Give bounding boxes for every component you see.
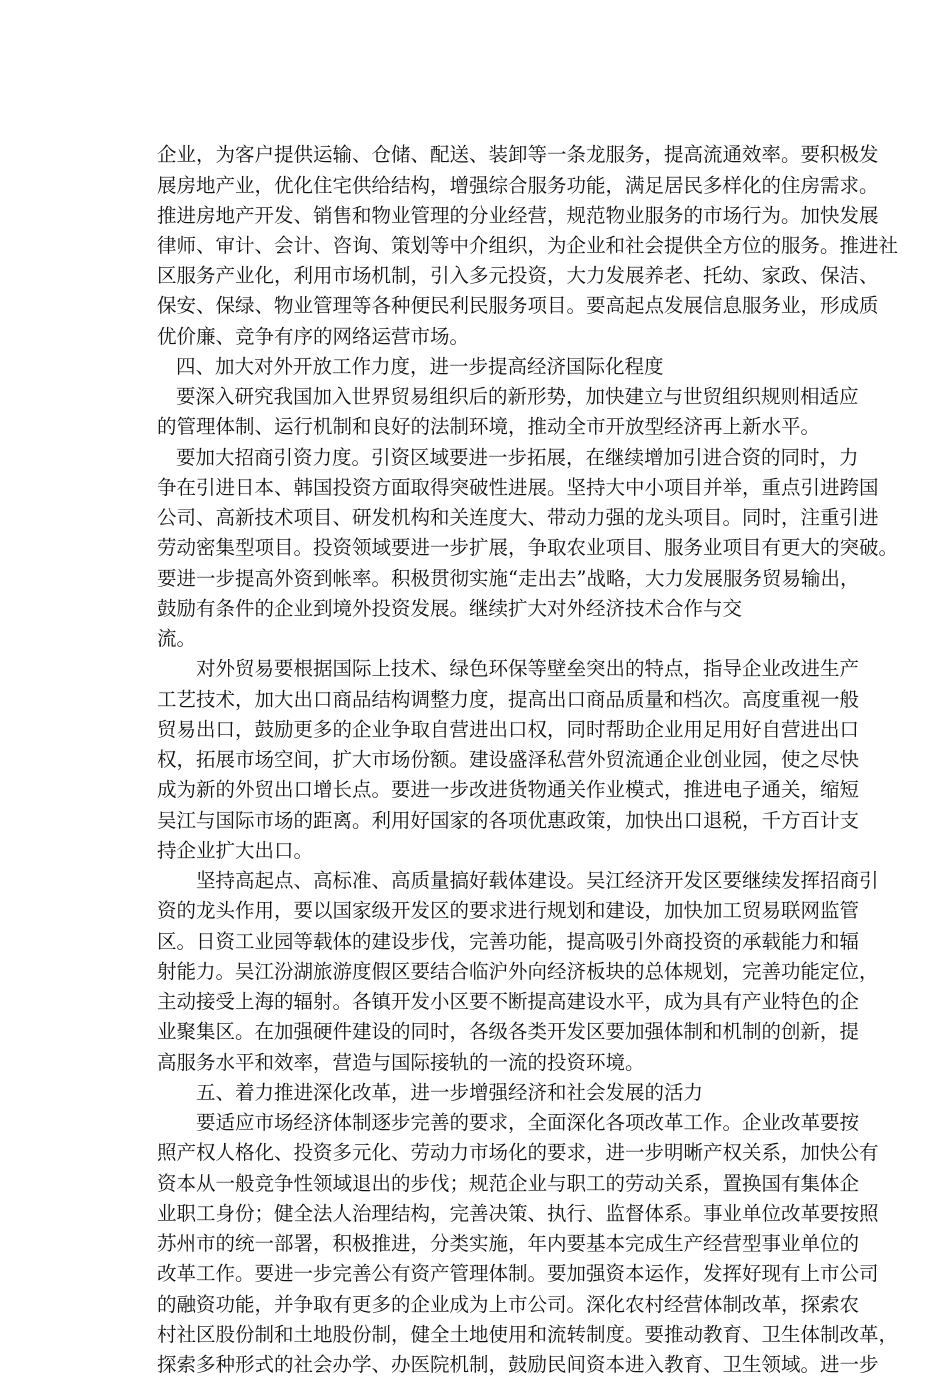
text-line: 业职工身份；健全法人治理结构，完善决策、执行、监督体系。事业单位改革要按照 — [157, 1202, 879, 1225]
text-line: 流。 — [157, 627, 197, 650]
text-line: 苏州市的统一部署，积极推进，分类实施，年内要基本完成生产经营型事业单位的 — [157, 1232, 860, 1255]
text-line: 展房地产业，优化住宅供给结构，增强综合服务功能，满足居民多样化的住房需求。 — [157, 174, 879, 197]
text-line: 争在引进日本、韩国投资方面取得突破性进展。坚持大中小项目并举，重点引进跨国 — [157, 476, 879, 499]
text-line: 业聚集区。在加强硬件建设的同时，各级各类开发区要加强体制和机制的创新，提 — [157, 1020, 860, 1043]
text-line: 吴江与国际市场的距离。利用好国家的各项优惠政策，加快出口退税，千方百计支 — [157, 809, 860, 832]
text-line: 企业，为客户提供运输、仓储、配送、装卸等一条龙服务，提高流通效率。要积极发 — [157, 143, 879, 166]
text-line: 公司、高新技术项目、研发机构和关连度大、带动力强的龙头项目。同时，注重引进 — [157, 506, 879, 529]
text-line: 要加大招商引资力度。引资区域要进一步拓展，在继续增加引进合资的同时，力 — [176, 446, 859, 469]
section-heading: 五、着力推进深化改革，进一步增强经济和社会发展的活力 — [196, 1081, 704, 1104]
text-line: 区。日资工业园等载体的建设步伐，完善功能，提高吸引外商投资的承载能力和辐 — [157, 930, 860, 953]
text-line: 鼓励有条件的企业到境外投资发展。继续扩大对外经济技术合作与交 — [157, 597, 743, 620]
text-line: 优价廉、竞争有序的网络运营市场。 — [157, 325, 470, 348]
text-line: 律师、审计、会计、咨询、策划等中介组织，为企业和社会提供全方位的服务。推进社 — [157, 234, 899, 257]
text-line: 成为新的外贸出口增长点。要进一步改进货物通关作业模式，推进电子通关，缩短 — [157, 778, 860, 801]
text-line: 对外贸易要根据国际上技术、绿色环保等壁垒突出的特点，指导企业改进生产 — [196, 657, 860, 680]
text-line: 坚持高起点、高标准、高质量搞好载体建设。吴江经济开发区要继续发挥招商引 — [196, 869, 879, 892]
text-line: 推进房地产开发、销售和物业管理的分业经营，规范物业服务的市场行为。加快发展 — [157, 204, 879, 227]
text-line: 主动接受上海的辐射。各镇开发小区要不断提高建设水平，成为具有产业特色的企 — [157, 990, 860, 1013]
text-line: 改革工作。要进一步完善公有资产管理体制。要加强资本运作，发挥好现有上市公司 — [157, 1262, 879, 1285]
text-line: 持企业扩大出口。 — [157, 839, 314, 862]
text-line: 要深入研究我国加入世界贸易组织后的新形势，加快建立与世贸组织规则相适应 — [176, 385, 859, 408]
text-line: 的管理体制、运行机制和良好的法制环境，推动全市开放型经济再上新水平。 — [157, 415, 821, 438]
text-line: 探索多种形式的社会办学、办医院机制，鼓励民间资本进入教育、卫生领域。进一步 — [157, 1353, 879, 1376]
text-line: 资本从一般竞争性领域退出的步伐；规范企业与职工的劳动关系，置换国有集体企 — [157, 1172, 860, 1195]
text-line: 工艺技术，加大出口商品结构调整力度，提高出口商品质量和档次。高度重视一般 — [157, 688, 860, 711]
text-line: 要适应市场经济体制逐步完善的要求，全面深化各项改革工作。企业改革要按 — [196, 1111, 860, 1134]
text-line: 贸易出口，鼓励更多的企业争取自营进出口权，同时帮助企业用足用好自营进出口 — [157, 718, 860, 741]
section-heading: 四、加大对外开放工作力度，进一步提高经济国际化程度 — [176, 355, 664, 378]
text-line: 保安、保绿、物业管理等各种便民利民服务项目。要高起点发展信息服务业，形成质 — [157, 294, 879, 317]
text-line: 高服务水平和效率，营造与国际接轨的一流的投资环境。 — [157, 1051, 645, 1074]
text-line: 劳动密集型项目。投资领域要进一步扩展，争取农业项目、服务业项目有更大的突破。 — [157, 536, 899, 559]
text-line: 资的龙头作用，要以国家级开发区的要求进行规划和建设，加快加工贸易联网监管 — [157, 899, 860, 922]
text-line: 权，拓展市场空间，扩大市场份额。建设盛泽私营外贸流通企业创业园，使之尽快 — [157, 748, 860, 771]
text-line: 射能力。吴江汾湖旅游度假区要结合临沪外向经济板块的总体规划，完善功能定位， — [157, 960, 879, 983]
text-line: 要进一步提高外资到帐率。积极贯彻实施“走出去”战略，大力发展服务贸易输出， — [157, 567, 860, 590]
text-line: 照产权人格化、投资多元化、劳动力市场化的要求，进一步明晰产权关系，加快公有 — [157, 1141, 879, 1164]
text-line: 区服务产业化，利用市场机制，引入多元投资，大力发展养老、托幼、家政、保洁、 — [157, 264, 879, 287]
text-line: 的融资功能，并争取有更多的企业成为上市公司。深化农村经营体制改革，探索农 — [157, 1293, 860, 1316]
text-line: 村社区股份制和土地股份制，健全土地使用和流转制度。要推动教育、卫生体制改革， — [157, 1323, 899, 1346]
